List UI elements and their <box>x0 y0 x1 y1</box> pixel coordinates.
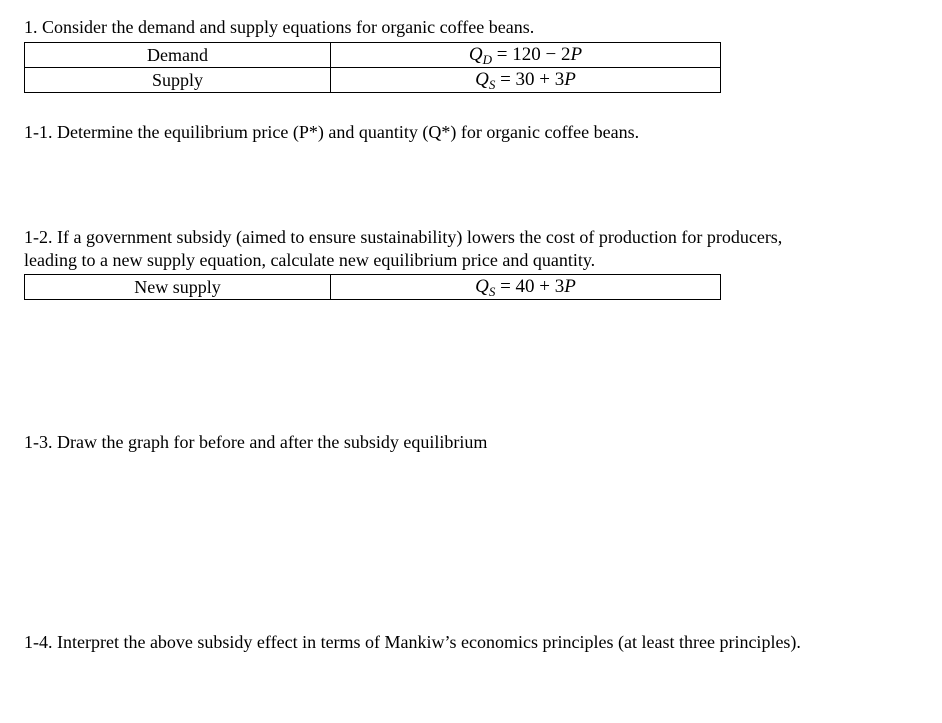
question-1-1: 1-1. Determine the equilibrium price (P*) and quantity (Q*) for organic coffee beans. <box>24 122 640 142</box>
new-supply-table <box>24 274 721 300</box>
table-row-new-supply <box>25 275 721 300</box>
question-1-2-line-2: leading to a new supply equation, calculate new equilibrium price and quantity. <box>24 250 596 270</box>
question-1-3: 1-3. Draw the graph for before and after the subsidy equilibrium <box>24 432 488 452</box>
equations-table <box>24 42 721 93</box>
question-1-4: 1-4. Interpret the above subsidy effect in terms of Mankiw’s economics principles (at least three principles). <box>24 632 801 652</box>
demand-label: Demand <box>25 43 331 68</box>
table-row-demand <box>25 43 721 68</box>
new-supply-equation: $Q_S = 40 + 3P$ <box>331 275 721 300</box>
supply-label: Supply <box>25 68 331 93</box>
table-row-supply <box>25 68 721 93</box>
new-supply-label: New supply <box>25 275 331 300</box>
question-1-intro: 1. Consider the demand and supply equations for organic coffee beans. <box>24 17 535 37</box>
supply-equation: $Q_S = 30 + 3P$ <box>331 68 721 93</box>
demand-equation: $Q_D = 120 - 2P$ <box>331 43 721 68</box>
question-1-2-line-1: 1-2. If a government subsidy (aimed to ensure sustainability) lowers the cost of production for producers, <box>24 227 783 247</box>
